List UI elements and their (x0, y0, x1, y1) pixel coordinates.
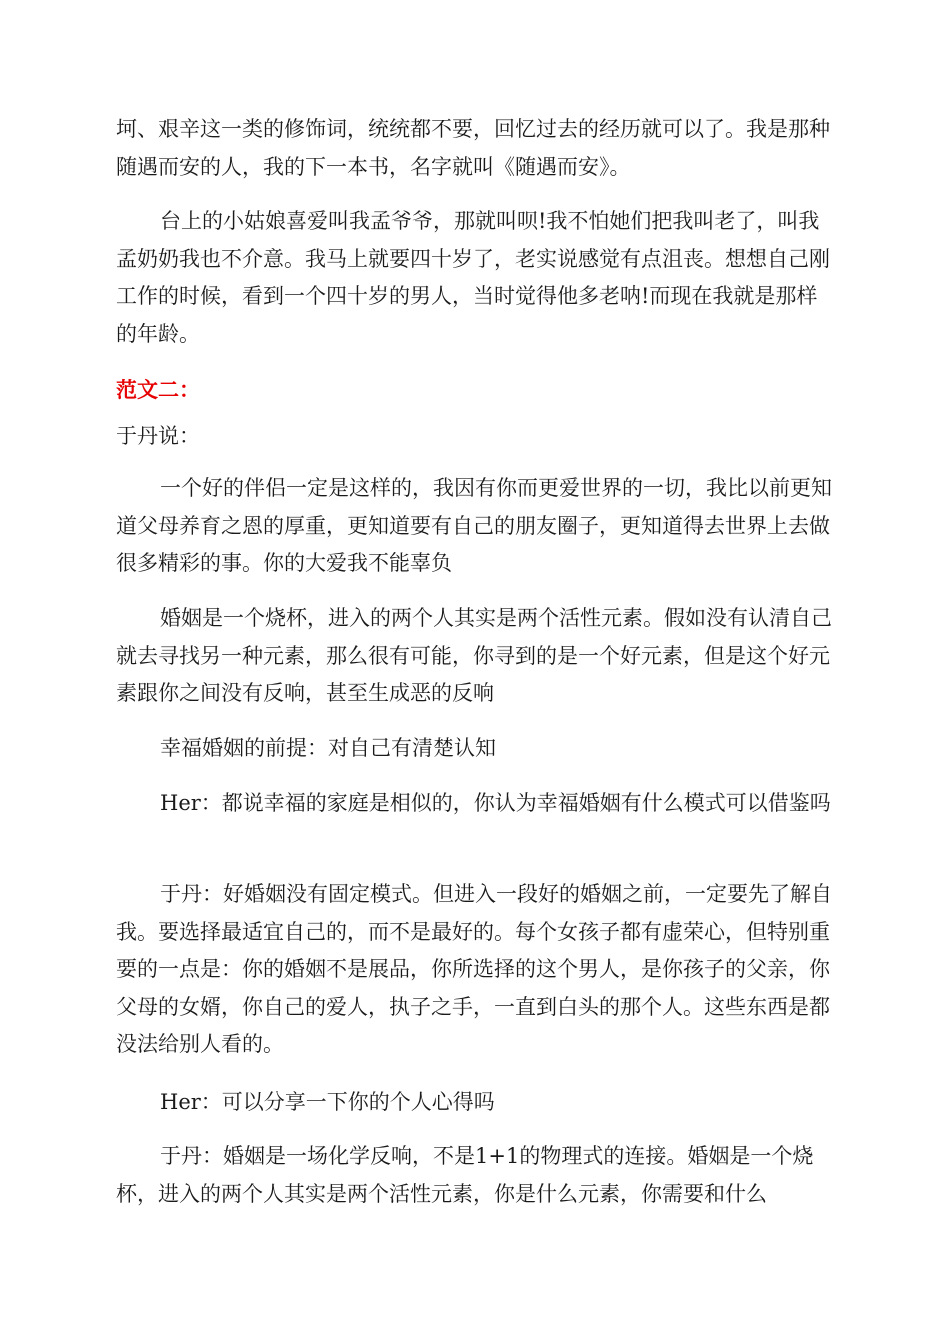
paragraph-happy-marriage-premise: 幸福婚姻的前提：对自己有清楚认知 (160, 736, 496, 760)
paragraph-her-question-1: Her：都说幸福的家庭是相似的，你认为幸福婚姻有什么模式可以借鉴吗 (160, 791, 831, 815)
paragraph-good-partner: 一个好的伴侣一定是这样的，我因有你而更爱世界的一切，我比以前更知道父母养育之恩的厚重，更知道要有自己的朋友圈子，更知道得去世界上去做很多精彩的事。你的大爱我不能辜负 (116, 476, 832, 575)
paragraph-meng-grandpa: 台上的小姑娘喜爱叫我孟爷爷，那就叫呗!我不怕她们把我叫老了，叫我孟奶奶我也不介意。我马上就要四十岁了，老实说感觉有点沮丧。想想自己刚工作的时候，看到一个四十岁的男人，当时觉得他多老呐!而现在我就是那样的年龄。 (116, 209, 830, 346)
section-heading: 范文二： (116, 378, 200, 402)
paragraph-marriage-beaker: 婚姻是一个烧杯，进入的两个人其实是两个活性元素。假如没有认清自己就去寻找另一种元素，那么很有可能，你寻到的是一个好元素，但是这个好元素跟你之间没有反响，甚至生成恶的反响 (116, 606, 832, 705)
paragraph-her-question-2: Her：可以分享一下你的个人心得吗 (160, 1090, 495, 1114)
paragraph-yudan-answer-2: 于丹：婚姻是一场化学反响，不是1+1的物理式的连接。婚姻是一个烧杯，进入的两个人其实是两个活性元素，你是什么元素，你需要和什么 (116, 1144, 814, 1206)
paragraph-yudan-says: 于丹说： (116, 424, 200, 448)
paragraph-yudan-answer-1: 于丹：好婚姻没有固定模式。但进入一段好的婚姻之前，一定要先了解自我。要选择最适宜自己的，而不是最好的。每个女孩子都有虚荣心，但特别重要的一点是：你的婚姻不是展品，你所选择的这个男人，是你孩子的父亲，你父母的女婿，你自己的爱人，执子之手，一直到白头的那个人。这些东西是都没法给别人看的。 (116, 882, 832, 1056)
paragraph-continued: 坷、艰辛这一类的修饰词，统统都不要，回忆过去的经历就可以了。我是那种随遇而安的人，我的下一本书，名字就叫《随遇而安》。 (116, 117, 830, 179)
